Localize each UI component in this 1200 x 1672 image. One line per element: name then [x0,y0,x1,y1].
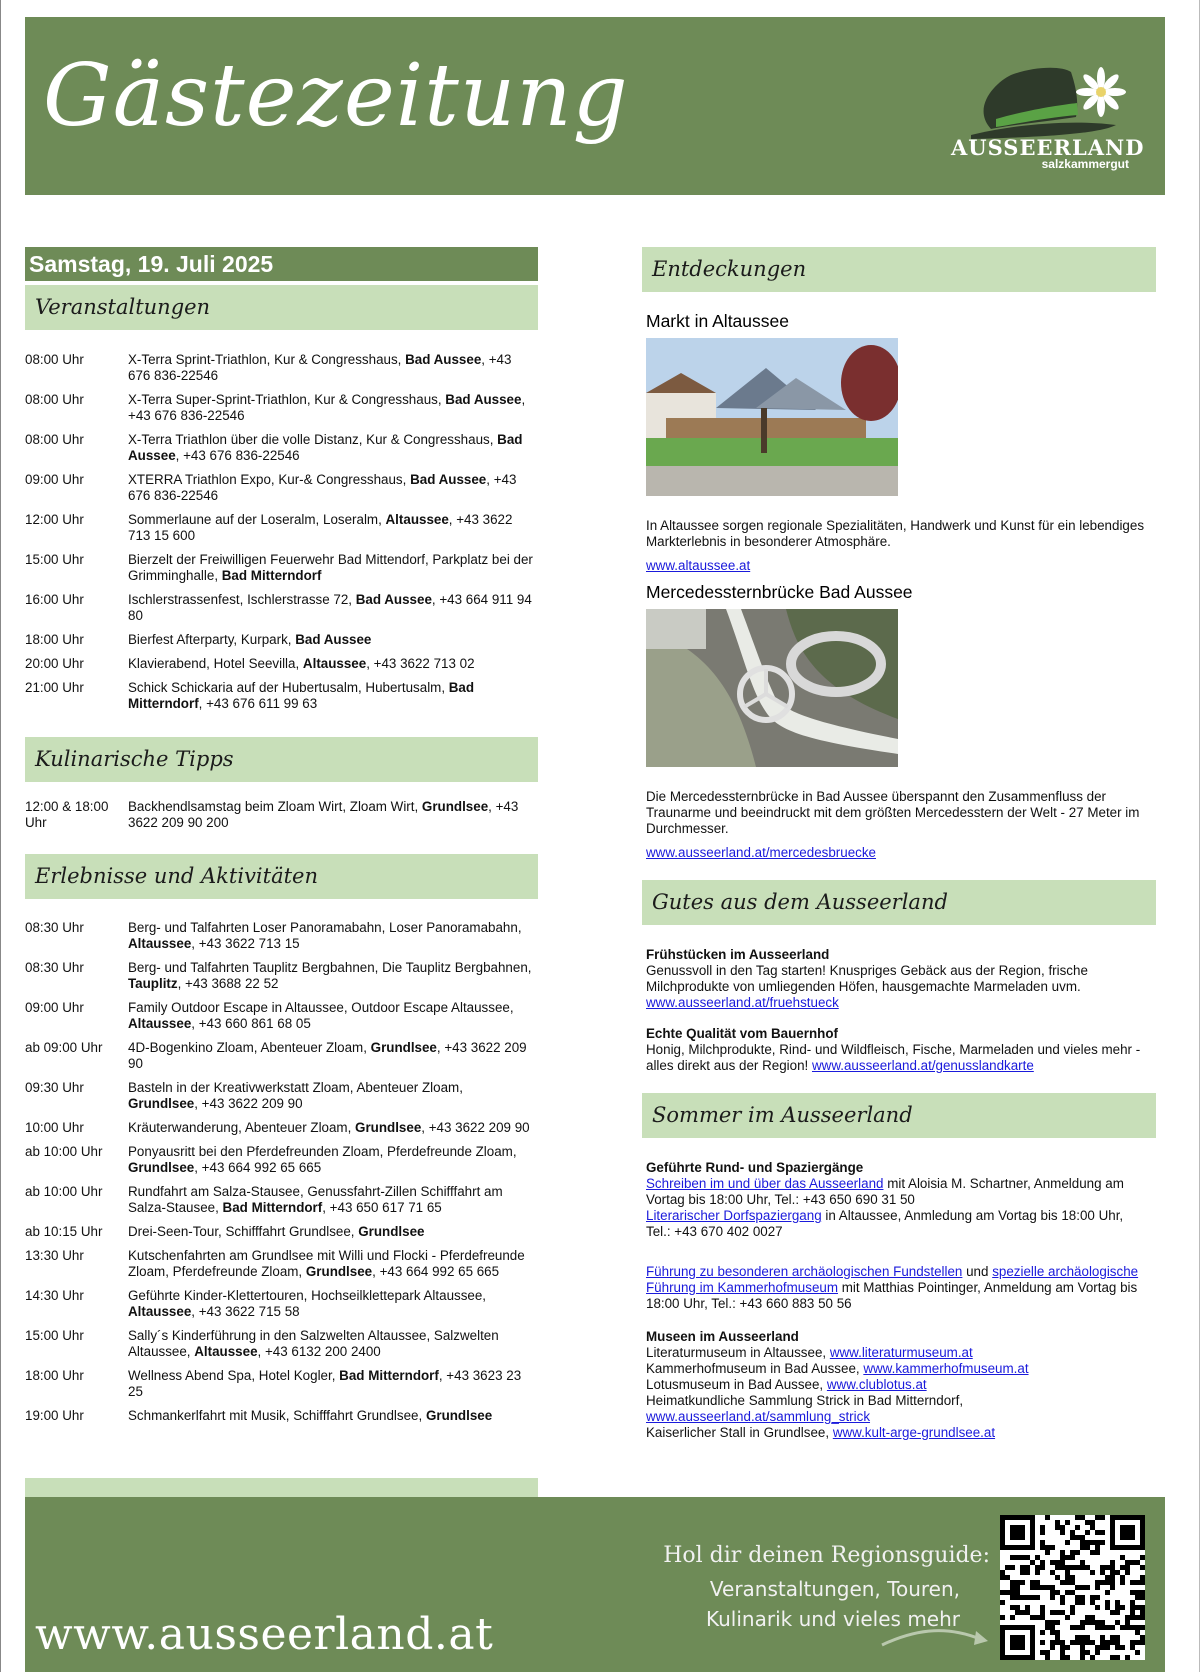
event-row [25,1144,538,1176]
event-row [25,1224,538,1240]
event-description [128,472,533,504]
event-time: 09:00 Uhr [25,1000,84,1015]
event-place: Bad Aussee [128,432,523,463]
event-place: Bad Aussee [355,592,432,607]
event-contact: , +43 3622 209 90 [128,1040,527,1071]
event-contact: , +43 664 992 65 665 [194,1160,322,1175]
footer-guide-line1: Hol dir deinen Regionsguide: [663,1543,990,1568]
event-contact: , +43 676 836-22546 [128,472,517,503]
event-place: Altaussee [128,936,192,951]
section-heading-gutes: Gutes aus dem Ausseerland [642,880,1156,925]
museum-name: Lotusmuseum in Bad Aussee, [646,1377,827,1392]
event-title: Klavierabend, Hotel Seevilla, [128,656,303,671]
event-title: X-Terra Sprint-Triathlon, Kur & Congresshaus, [128,352,406,367]
event-contact: , +43 676 611 99 63 [198,696,318,711]
event-row [25,1248,538,1280]
event-description [128,1224,533,1240]
event-description [128,1248,533,1280]
touren-link-schreiben[interactable]: Schreiben im und über das Ausseerland [646,1176,884,1191]
event-title: Basteln in der Kreativwerkstatt Zloam, Abenteuer Zloam, [128,1080,463,1095]
event-time: ab 10:00 Uhr [25,1144,103,1159]
event-title: Family Outdoor Escape in Altaussee, Outdoor Escape Altaussee, [128,1000,514,1015]
event-title: Bierzelt der Freiwilligen Feuerwehr Bad Mittendorf, Parkplatz bei der Grimminghalle, [128,552,533,583]
event-row [25,632,538,648]
event-time: 12:00 Uhr [25,512,84,527]
qr-code[interactable] [1000,1515,1145,1660]
event-description [128,1184,533,1216]
footer-url[interactable]: www.ausseerland.at [35,1609,494,1660]
event-description [128,1288,533,1320]
event-contact: , +43 664 911 94 80 [128,592,532,623]
event-description [128,1120,533,1136]
fruehstueck-link[interactable]: www.ausseerland.at/fruehstueck [646,995,839,1010]
event-row [25,1408,538,1424]
section-heading-veranstaltungen: Veranstaltungen [25,285,538,330]
event-contact: , +43 3622 209 90 200 [128,799,519,830]
event-row [25,1184,538,1216]
event-contact: , +43 3688 22 52 [177,976,279,991]
fruehstueck-title: Frühstücken im Ausseerland [646,947,830,962]
event-description [128,920,533,952]
event-contact: , +43 6132 200 2400 [257,1344,381,1359]
event-title: Berg- und Talfahrten Tauplitz Bergbahnen, Die Tauplitz Bergbahnen, [128,960,532,975]
section-heading-sommer: Sommer im Ausseerland [642,1093,1156,1138]
event-place: Altaussee [128,1304,192,1319]
events-list [25,352,538,712]
event-place: Grundlsee [421,799,489,814]
event-contact: , +43 676 836-22546 [175,448,300,463]
bauernhof-text: Honig, Milchprodukte, Rind- und Wildfleisch, Fische, Marmeladen und vieles mehr - alles direkt aus der Region! [646,1042,1141,1073]
event-time: ab 10:00 Uhr [25,1184,103,1199]
event-row [25,680,538,712]
event-place: Altaussee [302,656,367,671]
event-description [128,512,533,544]
event-description [128,960,533,992]
logo-brand: AUSSEERLAND [951,135,1145,160]
markt-text: In Altaussee sorgen regionale Spezialitäten, Handwerk und Kunst für ein lebendiges Markterlebnis in besonderer Atmosphäre. [646,518,1145,549]
event-title: Ischlerstrassenfest, Ischlerstrasse 72, [128,592,356,607]
event-row [25,1000,538,1032]
event-time: 08:00 Uhr [25,432,84,447]
event-row [25,392,538,424]
event-row [25,1328,538,1360]
right-column [642,247,1156,1441]
event-time: 10:00 Uhr [25,1120,84,1135]
museum-item [646,1393,1151,1425]
event-time: 12:00 & 18:00 Uhr [25,799,109,830]
event-place: Grundlsee [355,1120,422,1135]
event-description [128,1408,533,1424]
event-description [128,432,533,464]
touren-text-dorfspaziergang: in Altaussee, Anmledung am Vortag bis 18:00 Uhr, Tel.: +43 670 402 0027 [646,1208,1124,1239]
event-contact: , +43 660 861 68 05 [191,1016,311,1031]
event-place: Bad Mitterndorf [128,680,475,711]
event-title: Schmankerlfahrt mit Musik, Schifffahrt Grundlsee, [128,1408,426,1423]
museum-name: Kaiserlicher Stall in Grundlsee, [646,1425,833,1440]
markt-link[interactable]: www.altaussee.at [646,558,751,573]
section-heading-erlebnisse: Erlebnisse und Aktivitäten [25,854,538,899]
event-description [128,552,533,584]
museum-link[interactable]: www.clublotus.at [826,1377,927,1392]
event-title: Sally´s Kinderführung in den Salzwelten Altaussee, Salzwelten Altaussee, [128,1328,499,1359]
event-place: Grundlsee [358,1224,425,1239]
event-description [128,680,533,712]
event-place: Tauplitz [128,976,178,991]
touren-link-dorfspaziergang[interactable]: Literarischer Dorfspaziergang [646,1208,822,1223]
event-row [25,352,538,384]
event-contact: , +43 3622 713 15 [191,936,300,951]
event-contact: , +43 3623 23 25 [128,1368,522,1399]
event-description [128,1368,533,1400]
event-contact: , +43 650 617 71 65 [322,1200,442,1215]
museum-link[interactable]: www.ausseerland.at/sammlung_strick [646,1409,871,1424]
header-banner [25,17,1165,195]
event-time: 18:00 Uhr [25,632,84,647]
qr-code-icon [1000,1515,1145,1660]
archaeo-text: mit Matthias Pointinger, Anmeldung am Vortag bis 18:00 Uhr, Tel.: +43 660 883 50 56 [646,1280,1138,1311]
event-description [128,656,533,672]
event-row [25,592,538,624]
event-contact: , +43 3622 713 02 [366,656,475,671]
museum-name: Literaturmuseum in Altaussee, [646,1345,830,1360]
brucke-text: Die Mercedessternbrücke in Bad Aussee überspannt den Zusammenfluss der Traunarme und beeindruckt mit dem größten Mercedesstern der Welt - 27 Meter im Durchmesser. [646,789,1140,836]
museum-link[interactable]: www.literaturmuseum.at [829,1345,973,1360]
event-time: 14:30 Uhr [25,1288,84,1303]
event-place: Bad Mitterndorf [222,1200,323,1215]
archaeo-mid: und [962,1264,993,1279]
event-time: 15:00 Uhr [25,1328,84,1343]
markt-photo [646,338,898,496]
activities-list [25,920,538,1424]
museum-name: Heimatkundliche Sammlung Strick in Bad Mitterndorf, [646,1393,964,1408]
event-row [25,656,538,672]
footer-accent-strip [25,1478,538,1498]
event-contact: , +43 664 992 65 665 [372,1264,500,1279]
event-description [128,1000,533,1032]
touren-title: Geführte Rund- und Spaziergänge [646,1160,864,1175]
event-description [128,592,533,624]
event-time: 08:30 Uhr [25,920,84,935]
event-title: Kutschenfahrten am Grundlsee mit Willi und Flocki - Pferdefreunde Zloam, Pferdefreunde Zloam, [128,1248,525,1279]
event-row [25,1368,538,1400]
event-title: X-Terra Super-Sprint-Triathlon, Kur & Congresshaus, [128,392,446,407]
event-place: Grundlsee [305,1264,373,1279]
event-place: Altaussee [194,1344,258,1359]
event-description [128,1040,533,1072]
event-time: 08:00 Uhr [25,352,84,367]
section-heading-entdeckungen: Entdeckungen [642,247,1156,292]
event-description [128,1080,533,1112]
brucke-title: Mercedessternbrücke Bad Aussee [646,582,913,602]
event-row [25,799,538,831]
event-time: 16:00 Uhr [25,592,84,607]
brucke-link[interactable]: www.ausseerland.at/mercedesbruecke [646,845,876,860]
archaeo-link-fundstellen[interactable]: Führung zu besonderen archäologischen Fundstellen [646,1264,963,1279]
event-time: 20:00 Uhr [25,656,84,671]
event-place: Grundlsee [370,1040,437,1055]
event-row [25,960,538,992]
event-time: 09:00 Uhr [25,472,84,487]
archaeo-link-kammerhof[interactable]: spezielle archäologische Führung im Kammerhofmuseum [646,1264,1139,1295]
event-title: Kräuterwanderung, Abenteuer Zloam, [128,1120,356,1135]
event-place: Bad Aussee [295,632,372,647]
event-title: Drei-Seen-Tour, Schifffahrt Grundlsee, [128,1224,359,1239]
event-time: 09:30 Uhr [25,1080,84,1095]
event-title: Backhendlsamstag beim Zloam Wirt, Zloam Wirt, [128,799,422,814]
hat-edelweiss-icon [951,47,1141,142]
footer-guide-line3: Kulinarik und vieles mehr [706,1607,960,1631]
arrow-icon [880,1625,990,1655]
event-description [128,632,533,648]
museum-item [646,1345,1151,1361]
event-time: 19:00 Uhr [25,1408,84,1423]
event-row [25,1040,538,1072]
event-contact: , +43 3622 715 58 [191,1304,300,1319]
event-place: Bad Mitterndorf [221,568,322,583]
touren-text-schreiben: mit Aloisia M. Schartner, Anmeldung am Vortag bis 18:00 Uhr, Tel.: +43 650 690 31 50 [646,1176,1124,1207]
event-row [25,472,538,504]
event-time: 21:00 Uhr [25,680,84,695]
footer-guide-line2: Veranstaltungen, Touren, [709,1577,960,1601]
event-row [25,920,538,952]
event-description [128,352,533,384]
event-title: Bierfest Afterparty, Kurpark, [128,632,296,647]
fruehstueck-text: Genussvoll in den Tag starten! Knuspriges Gebäck aus der Region, frische Milchprodukte von umliegenden Höfen, hausgemachte Marmeladen uvm. [646,963,1088,994]
brucke-photo [646,609,898,767]
museum-item [646,1425,1151,1441]
event-contact: , +43 3622 209 90 [194,1096,303,1111]
event-row [25,432,538,464]
section-heading-kulinarische-tipps: Kulinarische Tipps [25,737,538,782]
event-description [128,1328,533,1360]
page-edge [0,0,1,1672]
markt-title: Markt in Altaussee [646,311,789,331]
museum-link[interactable]: www.kult-arge-grundlsee.at [832,1425,996,1440]
event-title: Ponyausritt bei den Pferdefreunden Zloam, Pferdefreunde Zloam, [128,1144,517,1159]
event-description [128,799,533,831]
event-title: X-Terra Triathlon über die volle Distanz, Kur & Congresshaus, [128,432,498,447]
event-place: Grundlsee [128,1096,195,1111]
event-description [128,1144,533,1176]
event-place: Altaussee [128,1016,192,1031]
event-row [25,1080,538,1112]
event-time: 18:00 Uhr [25,1368,84,1383]
logo-subtitle: salzkammergut [1041,157,1129,171]
event-place: Bad Aussee [405,352,482,367]
museum-item [646,1361,1151,1377]
event-contact: , +43 3622 713 15 600 [128,512,513,543]
ausseerland-logo [951,47,1145,177]
bauernhof-link[interactable]: www.ausseerland.at/genusslandkarte [811,1058,1034,1073]
event-time: 15:00 Uhr [25,552,84,567]
event-row [25,1288,538,1320]
event-contact: , +43 3622 209 90 [421,1120,530,1135]
event-contact: , +43 676 836-22546 [128,392,526,423]
event-title: Berg- und Talfahrten Loser Panoramabahn, Loser Panoramabahn, [128,920,522,935]
event-description [128,392,533,424]
event-title: Wellness Abend Spa, Hotel Kogler, [128,1368,340,1383]
event-contact: , +43 676 836-22546 [128,352,512,383]
museum-item [646,1377,1151,1393]
event-place: Grundlsee [425,1408,493,1423]
bauernhof-title: Echte Qualität vom Bauernhof [646,1026,838,1041]
event-place: Bad Mitterndorf [339,1368,439,1383]
event-place: Altaussee [385,512,449,527]
page-title: Gästezeitung [43,46,629,146]
event-time: ab 09:00 Uhr [25,1040,103,1055]
event-time: 08:00 Uhr [25,392,84,407]
event-place: Bad Aussee [410,472,487,487]
event-title: Rundfahrt am Salza-Stausee, Genussfahrt-Zillen Schifffahrt am Salza-Stausee, [128,1184,503,1215]
event-place: Bad Aussee [445,392,522,407]
left-column [25,247,538,1432]
culinary-list [25,799,538,831]
event-row [25,1120,538,1136]
event-title: 4D-Bogenkino Zloam, Abenteuer Zloam, [128,1040,371,1055]
event-title: Geführte Kinder-Klettertouren, Hochseilklettepark Altaussee, [128,1288,487,1303]
event-title: XTERRA Triathlon Expo, Kur-& Congresshaus, [128,472,411,487]
event-title: Schick Schickaria auf der Hubertusalm, Hubertusalm, [128,680,449,695]
museum-link[interactable]: www.kammerhofmuseum.at [863,1361,1029,1376]
footer-banner [25,1497,1165,1672]
event-place: Grundlsee [128,1160,195,1175]
date-bar: Samstag, 19. Juli 2025 [25,247,538,281]
museen-list [642,1345,1156,1441]
museum-name: Kammerhofmuseum in Bad Aussee, [646,1361,864,1376]
event-time: ab 10:15 Uhr [25,1224,103,1239]
event-row [25,512,538,544]
event-title: Sommerlaune auf der Loseralm, Loseralm, [128,512,386,527]
event-time: 08:30 Uhr [25,960,84,975]
event-time: 13:30 Uhr [25,1248,84,1263]
event-row [25,552,538,584]
museen-title: Museen im Ausseerland [646,1329,799,1344]
